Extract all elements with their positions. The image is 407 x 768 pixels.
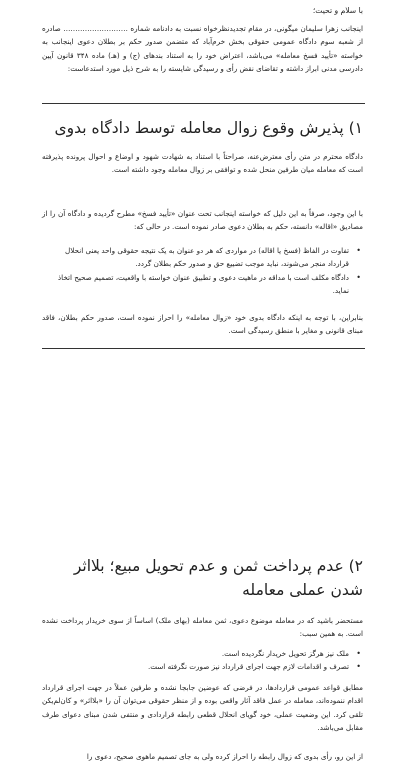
section-2-bullets: [42, 647, 363, 674]
section-2: [42, 554, 363, 602]
section-1-body-2: [42, 207, 363, 234]
section-2-body-2: [42, 681, 363, 735]
section-1-bullet-list: [42, 244, 363, 298]
section-2-paragraph-1: مستحضر باشید که در معامله موضوع دعوی، ثمن معامله (بهای ملک) اساساً از سوی خریدار پرداخت نشده است. به همین سبب:: [42, 616, 363, 639]
list-item: • تصرف و اقدامات لازم جهت اجرای قرارداد نیز صورت نگرفته است.: [42, 660, 349, 673]
intro-paragraph: اینجانب زهرا سلیمان میگونی، در مقام تجدیدنظرخواه نسبت به دادنامه شماره ……………………… صادره از شعبه سوم دادگاه عمومی حقوقی بخش خرم‌آباد که متضمن صدور حکم بر بطلان دعوی اینجانب به خواسته «تأیید فسخ معامله» می‌باشد، اعتراض خود را به استناد بندهای (ج) و (هـ) ماده ۳۴۸ قانون آیین دادرسی مدنی ابراز داشته و تقاضای نقض رأی و رسیدگی شایسته را به شرح ذیل مورد استدعاست:: [42, 24, 363, 74]
section-2-bullet-list: [42, 647, 363, 674]
section-divider: [42, 348, 365, 349]
section-1-paragraph-1: دادگاه محترم در متن رأی معترض‌عنه، صراحتاً با استناد به شهادت شهود و اوضاع و احوال پرونده پذیرفته است که معامله میان طرفین منحل شده و توافقی بر زوال معامله وجود داشته است.: [42, 152, 363, 175]
section-1-bullets: [42, 244, 363, 298]
intro-block: [42, 22, 363, 76]
list-item: • ملک نیز هرگز تحویل خریدار نگردیده است.: [42, 647, 349, 660]
list-item: • دادگاه مکلف است با مداقه در ماهیت دعوی و تطبیق عنوان خواسته با واقعیت، تصمیم صحیح اتخاذ نماید.: [42, 271, 349, 298]
section-1-title: ۱) پذیرش وقوع زوال معامله توسط دادگاه بدوی: [54, 119, 363, 137]
greeting: با سلام و تحیت؛: [312, 6, 363, 15]
section-1-conclusion: [42, 311, 363, 338]
section-1-paragraph-2: با این وجود، صرفاً به این دلیل که خواسته اینجانب تحت عنوان «تأیید فسخ» مطرح گردیده و دادگاه آن را از مصادیق «اقاله» دانسته، حکم به بطلان دعوی صادر نموده است. در حالی که:: [42, 209, 363, 232]
section-2-paragraph-3: از این رو، رأی بدوی که زوال رابطه را احراز کرده ولی به جای تصمیم ماهوی صحیح، دعوی را: [86, 752, 363, 761]
section-1: [42, 116, 363, 140]
section-2-body-3: [42, 750, 363, 763]
section-2-body: [42, 614, 363, 641]
section-1-body: [42, 150, 363, 177]
list-item: • تفاوت در الفاظ (فسخ یا اقاله) در مواردی که هر دو عنوان به یک نتیجه حقوقی واحد یعنی انحلال قرارداد منجر می‌شوند، نباید موجب تضییع حق و صدور حکم بطلان گردد.: [42, 244, 349, 271]
section-2-paragraph-2: مطابق قواعد عمومی قراردادها، در فرضی که عوضین جابجا نشده و طرفین عملاً در جهت اجرای قرارداد اقدام ننموده‌اند، معامله در عمل فاقد آثار واقعی بوده و از منظر حقوقی می‌توان آن را «بلااثر» و کان‌لم‌یکن تلقی کرد. این وضعیت عملی، خود گویای انحلال قطعی رابطه قراردادی و منتفی شدن مبنای دعوای طرف مقابل می‌باشد.: [42, 683, 363, 733]
section-divider: [42, 103, 365, 104]
section-1-paragraph-3: بنابراین، با توجه به اینکه دادگاه بدوی خود «زوال معامله» را احراز نموده است، صدور حکم بطلان، فاقد مبنای قانونی و مغایر با منطق رسیدگی است.: [42, 313, 363, 336]
section-2-title: ۲) عدم پرداخت ثمن و عدم تحویل مبیع؛ بلااثر شدن عملی معامله: [73, 557, 363, 599]
